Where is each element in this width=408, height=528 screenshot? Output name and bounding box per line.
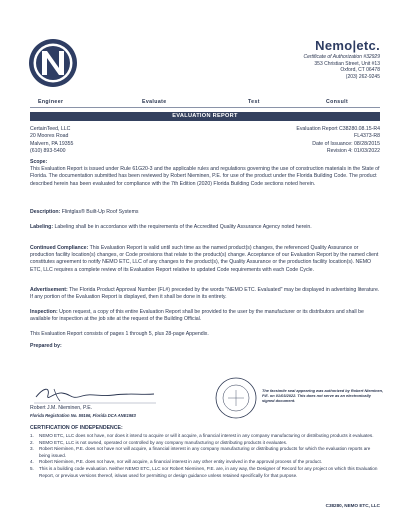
prepared-by-label: Prepared by: (30, 343, 62, 349)
issue-date: Date of Issuance: 08/28/2015 (312, 140, 380, 147)
disclosure-item (30, 446, 382, 459)
disclosure-text: NEMO ETC, LLC is not owned, operated or controlled by any company manufacturing or distributing products it evaluates. (39, 439, 288, 445)
company-tagline: Certificate of Authorization #32929 (303, 54, 380, 60)
seal-note: The facsimile seal appearing was authorized by Robert Nieminen, P.E. on 01/03/2022. This does not serve as an electronically signed document. (262, 388, 384, 403)
report-meta (296, 126, 380, 156)
report-number: Evaluation Report C38280.08.15-R4 (296, 126, 380, 132)
disclosure-text: NEMO ETC, LLC does not have, nor does it intend to acquire or will it acquire, a financial interest in any company manufacturing or distributing products it evaluates. (39, 433, 374, 438)
disclosure-item (30, 466, 382, 479)
labeling-text: Labeling shall be in accordance with the requirements of the Accredited Quality Assurance Agency noted herein. (54, 224, 312, 230)
signer-credentials: Florida Registration No. 59166, Florida DCA ANE1983 (30, 413, 136, 418)
disclosures-list (30, 433, 382, 479)
nemo-logo-icon (28, 38, 78, 88)
scope-section (30, 159, 382, 188)
disclosure-number: 5. (30, 465, 34, 471)
description-section (30, 209, 382, 216)
inspection-text: Upon request, a copy of this entire Evaluation Report shall be provided to the user by the manufacturer or its distributors and shall be available for inspection at the job site at the request of the Building Official. (30, 309, 364, 323)
inspection-label: Inspection: (30, 309, 58, 315)
signer-block (30, 405, 136, 419)
service-consult: Consult (326, 99, 349, 105)
description-text: Flintglas® Built-Up Roof Systems (61, 209, 139, 215)
advertisement-text: The Florida Product Approval Number (FL#) preceded by the words "NEMO ETC. Evaluated" may be displayed in advertising literature. If any portion of the Evaluation Report is displayed, then it shall be done in its entirety. (30, 287, 380, 301)
advertisement-section (30, 287, 382, 301)
services-row (30, 99, 380, 107)
page-footer: C38280, NEMO ETC, LLC (325, 503, 380, 508)
client-address (30, 126, 73, 156)
inspection-section (30, 309, 382, 323)
company-header (303, 39, 380, 80)
disclosure-number: 4. (30, 459, 34, 465)
report-banner: EVALUATION REPORT (30, 112, 380, 121)
signature-image (30, 383, 160, 405)
service-engineer: Engineer (38, 99, 64, 105)
signer-name: Robert J.M. Nieminen, P.E. (30, 405, 93, 411)
company-name: Nemo|etc. (315, 38, 380, 53)
consists-line: This Evaluation Report consists of pages 1 through 5, plus 28-page Appendix. (30, 331, 209, 337)
disclosure-number: 1. (30, 433, 34, 438)
scope-heading: Scope: (30, 159, 48, 165)
continued-label: Continued Compliance: (30, 245, 89, 251)
scope-text: This Evaluation Report is issued under Rule 61G20-3 and the applicable rules and regulations governing the use of construction materials in the State of Florida. The documentation submitted has been reviewed by Robert Nieminen, P.E. for use of the product under the Florida Building Code. The product described herein has been evaluated for compliance with the 7th Edition (2020) Florida Building Code sections noted herein. (30, 166, 380, 187)
engineer-seal-icon (214, 376, 258, 420)
revision-date: Revision 4: 01/03/2022 (326, 148, 380, 155)
disclosure-item (30, 433, 382, 440)
client-street: 20 Moores Road (30, 133, 69, 140)
company-address-line1: 353 Christian Street, Unit #13 (314, 60, 380, 67)
disclosure-number: 2. (30, 439, 34, 445)
disclosure-text: Robert Nieminen, P.E. does not have, nor will acquire, a financial interest in any other entity involved in the approval process of the product. (39, 459, 323, 465)
service-evaluate: Evaluate (142, 99, 167, 105)
labeling-label: Labeling: (30, 224, 54, 230)
company-phone: (203) 262-9245 (345, 73, 380, 80)
disclosure-item (30, 440, 382, 447)
fl-number: FL4373-R8 (354, 133, 380, 140)
continued-compliance-section (30, 245, 382, 274)
disclosure-item (30, 459, 382, 466)
service-test: Test (248, 99, 260, 105)
description-label: Description: (30, 209, 61, 215)
client-name: CertainTeed, LLC (30, 126, 71, 132)
disclosure-text: Robert Nieminen, P.E. does not have nor will acquire, a financial interest in any company manufacturing or distributing products for which the evaluation reports are being issued. (39, 446, 371, 458)
disclosure-text: This is a building code evaluation. Neither NEMO ETC, LLC nor Robert Nieminen, P.E. are, in any way, the Designer of Record for any project on which this Evaluation Report, or previous versions thereof, is/was used for permitting or design guidance unless retained specifically for that purpose. (39, 465, 378, 478)
disclosures-title: CERTIFICATION OF INDEPENDENCE: (30, 425, 123, 431)
disclosure-number: 3. (30, 446, 34, 452)
client-city: Malvern, PA 19355 (30, 140, 74, 147)
company-address-line2: Oxford, CT 06478 (340, 67, 380, 74)
labeling-section (30, 224, 382, 231)
advertisement-label: Advertisement: (30, 287, 68, 293)
header-divider (30, 107, 380, 108)
continued-text: This Evaluation Report is valid until such time as the named product(s) changes, the referenced Quality Assurance or production facility location(s) changes, or Code provisions that relate to the product(s) change. Acceptance of our Evaluation Report by the named client constitutes agreement to notify NEMO ETC, LLC of any changes to the product(s), the Quality Assurance or the production facility location(s). NEMO ETC, LLC requires a complete review of its Evaluation Report relative to updated Code requirements with each Code Cycle. (30, 245, 379, 273)
client-phone: (610) 893-5400 (30, 148, 66, 155)
